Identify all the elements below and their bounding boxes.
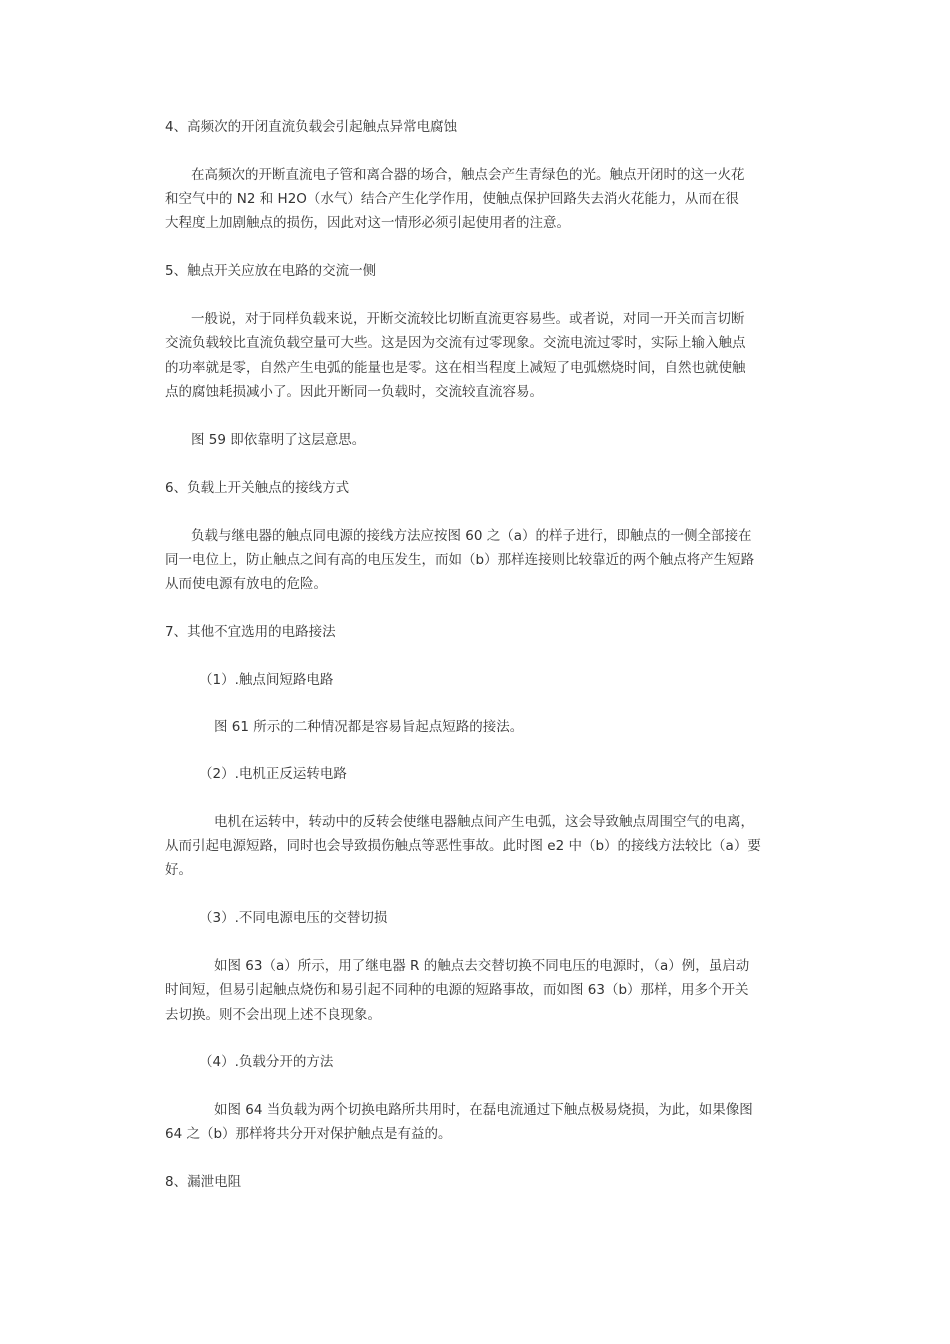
paragraph-line: 图 59 即依靠明了这层意思。 xyxy=(191,432,366,448)
subheading-4: （4）.负载分开的方法 xyxy=(199,1054,334,1070)
subheading-3: （3）.不同电源电压的交替切损 xyxy=(199,910,388,926)
paragraph-line: 负载与继电器的触点同电源的接线方法应按图 60 之（a）的样子进行，即触点的一侧全部接在 xyxy=(191,528,752,544)
paragraph-line: 去切换。则不会出现上述不良现象。 xyxy=(165,1007,381,1023)
subheading-2: （2）.电机正反运转电路 xyxy=(199,766,347,782)
paragraph-line: 和空气中的 N2 和 H2O（水气）结合产生化学作用，使触点保护回路失去消火花能力，从而在很 xyxy=(165,191,739,207)
section-heading-5: 5、触点开关应放在电路的交流一侧 xyxy=(165,263,377,279)
section-heading-4: 4、高频次的开闭直流负载会引起触点异常电腐蚀 xyxy=(165,119,458,135)
paragraph-line: 大程度上加剧触点的损伤，因此对这一情形必须引起使用者的注意。 xyxy=(165,215,570,231)
paragraph-line: 从而引起电源短路，同时也会导致损伤触点等恶性事故。此时图 e2 中（b）的接线方法较比（a）要 xyxy=(165,838,761,854)
paragraph-line: 交流负载较比直流负载空量可大些。这是因为交流有过零现象。交流电流过零时，实际上输入触点 xyxy=(165,335,746,351)
paragraph-line: 的功率就是零，自然产生电弧的能量也是零。这在相当程度上减短了电弧燃烧时间，自然也就使触 xyxy=(165,360,746,376)
paragraph-line: 64 之（b）那样将共分开对保护触点是有益的。 xyxy=(165,1126,452,1142)
subheading-1: （1）.触点间短路电路 xyxy=(199,672,334,688)
paragraph-line: 时间短，但易引起触点烧伤和易引起不同种的电源的短路事故，而如图 63（b）那样，用多个开关 xyxy=(165,982,749,998)
paragraph-line: 一般说，对于同样负载来说，开断交流较比切断直流更容易些。或者说，对同一开关而言切断 xyxy=(191,311,745,327)
paragraph-line: 同一电位上，防止触点之间有高的电压发生，而如（b）那样连接则比较靠近的两个触点将产生短路 xyxy=(165,552,755,568)
paragraph-line: 从而使电源有放电的危险。 xyxy=(165,576,327,592)
paragraph-line: 在高频次的开断直流电子管和离合器的场合，触点会产生青绿色的光。触点开闭时的这一火花 xyxy=(191,167,745,183)
paragraph-line: 电机在运转中，转动中的反转会使继电器触点间产生电弧，这会导致触点周围空气的电离， xyxy=(214,814,754,830)
paragraph-line: 图 61 所示的二种情况都是容易旨起点短路的接法。 xyxy=(214,719,524,735)
section-heading-8: 8、漏泄电阻 xyxy=(165,1174,242,1190)
paragraph-line: 如图 64 当负载为两个切换电路所共用时，在磊电流通过下触点极易烧损，为此，如果像图 xyxy=(214,1102,753,1118)
section-heading-7: 7、其他不宜选用的电路接法 xyxy=(165,624,336,640)
section-heading-6: 6、负载上开关触点的接线方式 xyxy=(165,480,350,496)
paragraph-line: 如图 63（a）所示，用了继电器 R 的触点去交替切换不同电压的电源时，（a）例，虽启动 xyxy=(214,958,750,974)
paragraph-line: 点的腐蚀耗损减小了。因此开断同一负载时，交流较直流容易。 xyxy=(165,384,543,400)
paragraph-line: 好。 xyxy=(165,862,192,878)
